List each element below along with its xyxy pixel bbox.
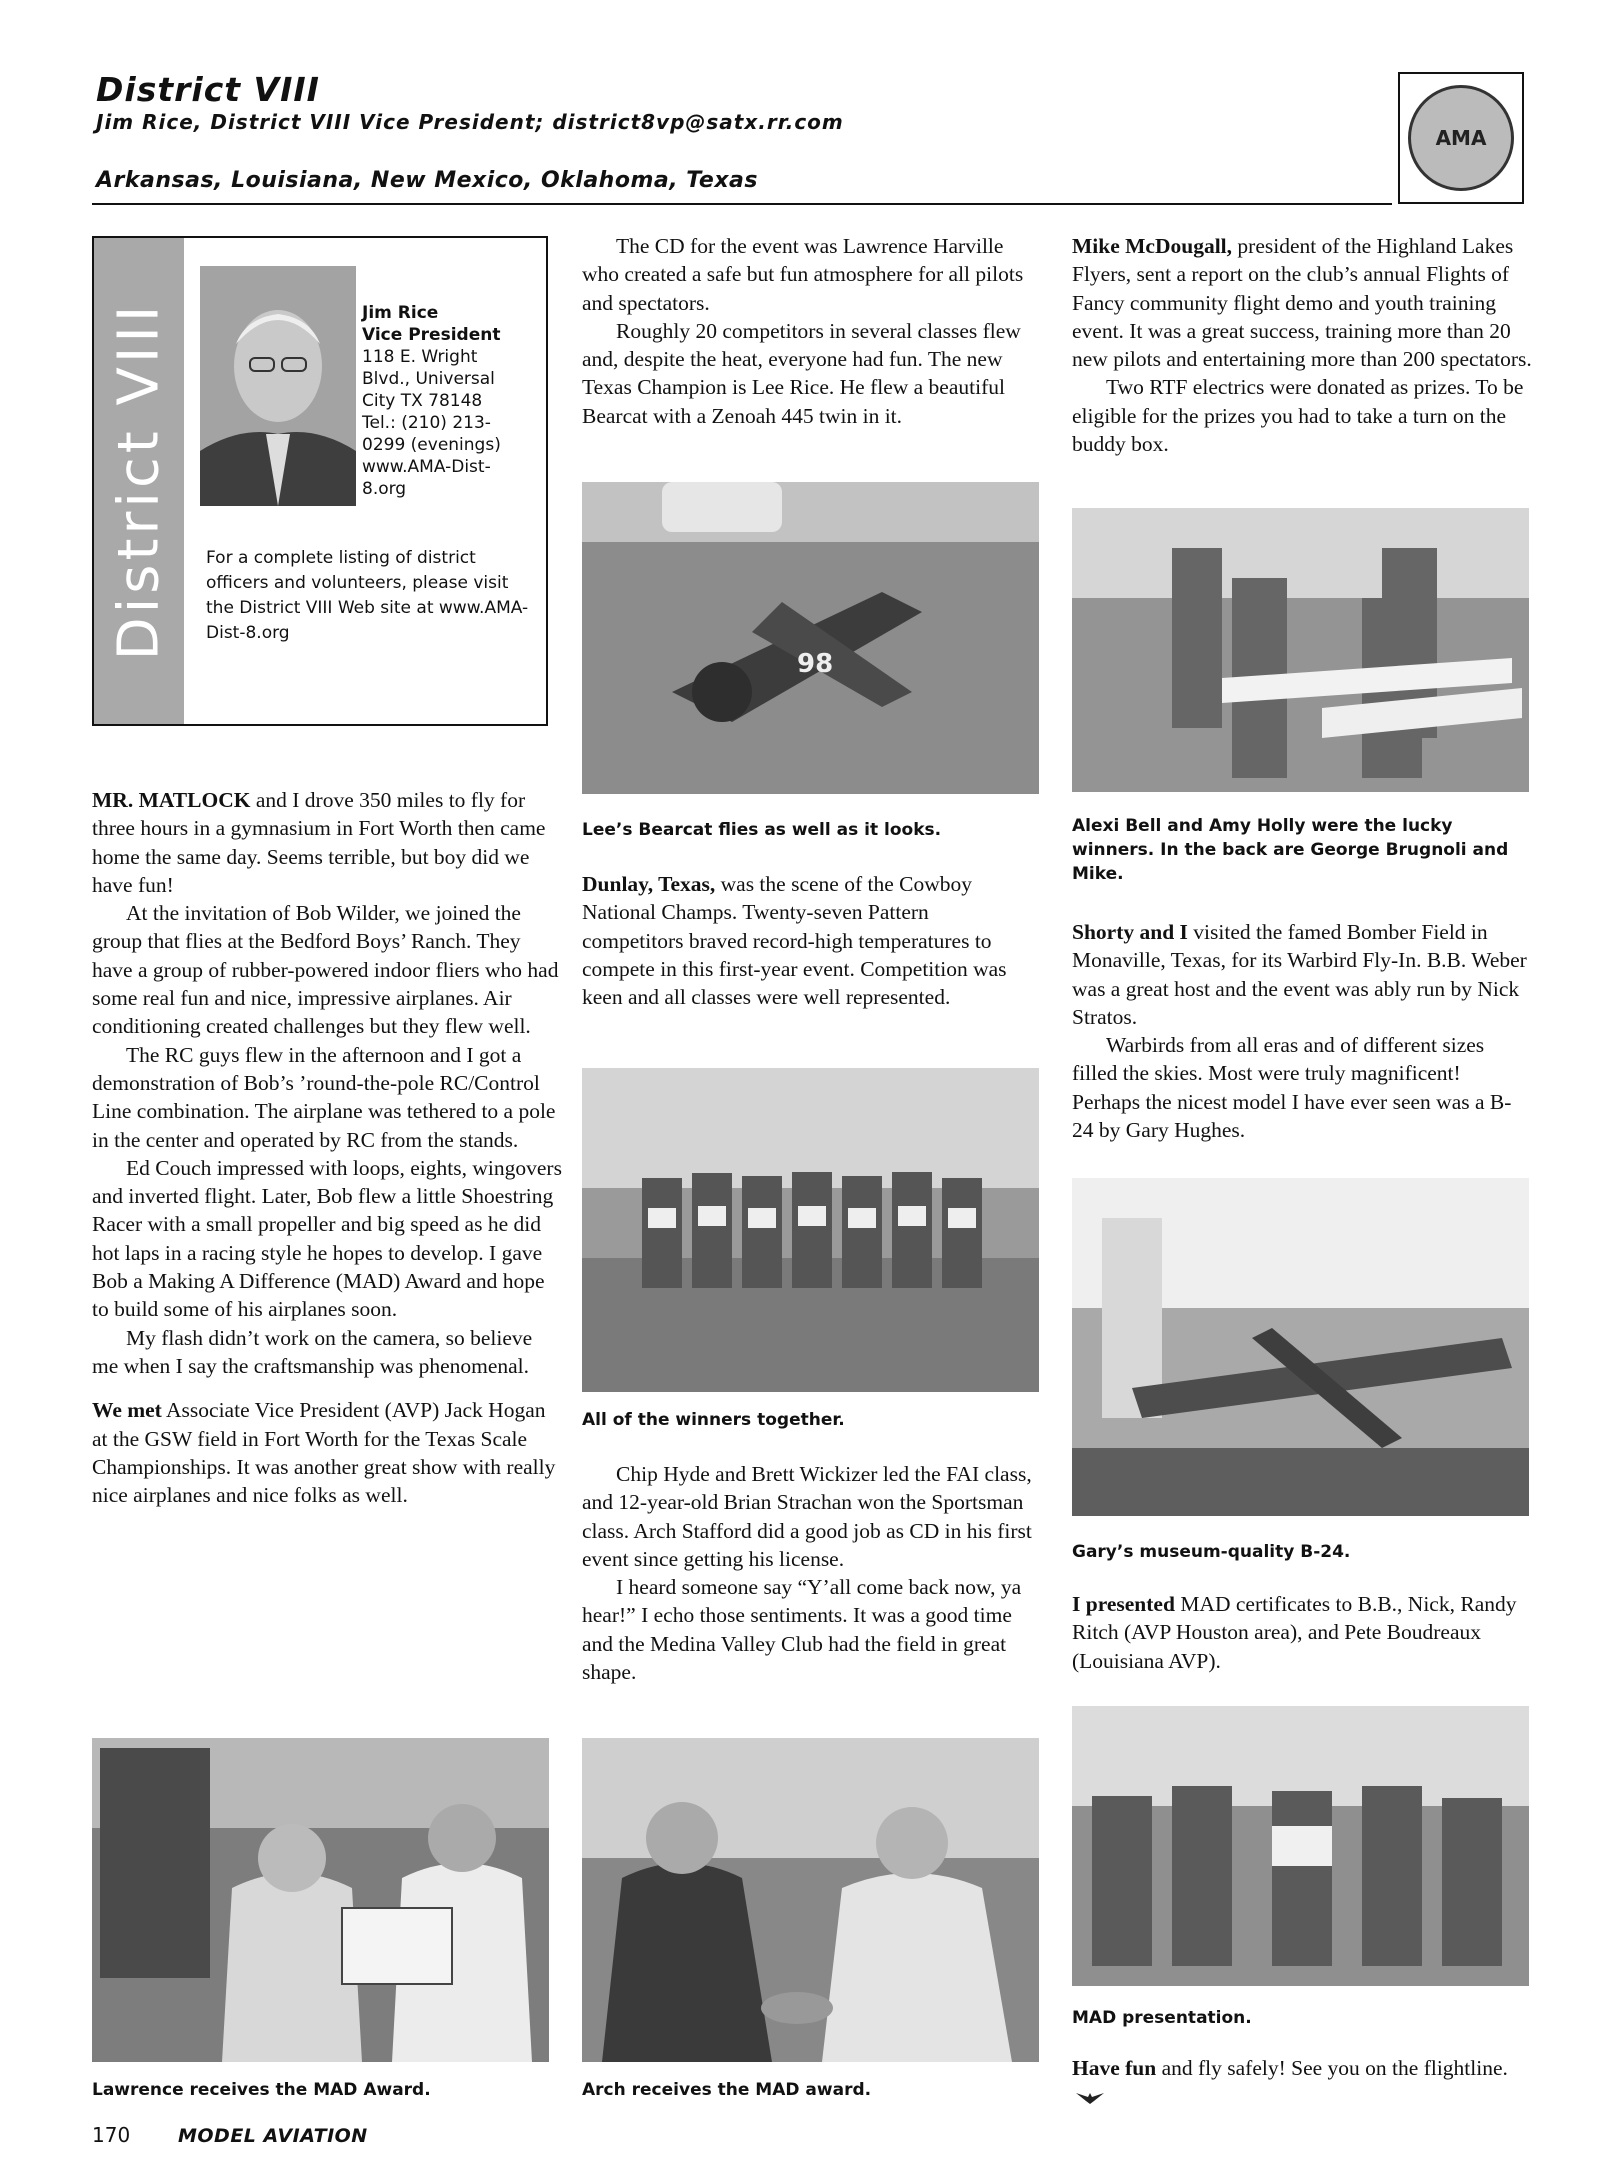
paragraph: My flash didn’t work on the camera, so believe me when I say the craftsmanship was phenomenal. [92, 1325, 533, 1378]
district-band-label: District VIII [106, 301, 172, 661]
photo-caption: Lee’s Bearcat flies as well as it looks. [582, 820, 942, 840]
article-column-3 [1072, 232, 1532, 458]
paragraph: At the invitation of Bob Wilder, we joined the group that flies at the Bedford Boys’ Ranch. They have a group of rubber-powered indoor fliers who had some real fun and nice, impressive airplanes. Air conditioning created challenges but they flew well. [92, 901, 559, 1039]
vp-address-line: 118 E. Wright [362, 347, 478, 367]
photo-b24-model [1072, 1178, 1529, 1516]
section-title: District VIII [96, 70, 320, 109]
vp-role: Vice President [362, 325, 501, 345]
photo-lee-bearcat [582, 482, 1039, 794]
paragraph: I heard someone say “Y’all come back now, ya hear!” I echo those sentiments. It was a good time and the Medina Valley Club had the field in great shape. [582, 1575, 1022, 1685]
header-divider [92, 203, 1392, 205]
photo-caption: All of the winners together. [582, 1410, 845, 1430]
ama-seal-icon: AMA [1408, 85, 1514, 191]
article-column-1 [92, 786, 562, 1509]
lead-in: I presented [1072, 1592, 1175, 1616]
photo-caption: Alexi Bell and Amy Holly were the lucky winners. In the back are George Brugnoli and Mike. [1072, 816, 1509, 884]
vp-phone-line: Tel.: (210) 213- [362, 413, 491, 433]
section-byline: Jim Rice, District VIII Vice President; district8vp@satx.rr.com [96, 110, 844, 134]
article-column-3b [1072, 918, 1532, 1144]
paragraph: Have fun and fly safely! See you on the flightline. [1072, 2054, 1532, 2111]
paragraph: Two RTF electrics were donated as prizes. To be eligible for the prizes you had to take a turn on the buddy box. [1072, 375, 1524, 457]
photo-arch-mad-award [582, 1738, 1039, 2062]
vp-phone-line: 0299 (evenings) [362, 435, 501, 455]
photo-caption: Arch receives the MAD award. [582, 2080, 872, 2100]
district-website-note: For a complete listing of district officers and volunteers, please visit the District VIII Web site at www.AMA-Dist-8.org [206, 548, 529, 643]
photo-caption: MAD presentation. [1072, 2008, 1252, 2028]
ama-wings-end-icon [1076, 2091, 1104, 2105]
svg-text:98: 98 [797, 649, 834, 679]
photo-caption: Gary’s museum-quality B-24. [1072, 1542, 1351, 1562]
lead-in: Dunlay, Texas, [582, 872, 716, 896]
page-number: 170 [92, 2123, 131, 2147]
lead-in: We met [92, 1398, 162, 1423]
paragraph: The RC guys flew in the afternoon and I got a demonstration of Bob’s ’round-the-pole RC/Control Line combination. The airplane was tethered to a pole in the center and operated by RC from the stands. [92, 1042, 556, 1152]
vp-contact-info [362, 302, 542, 500]
paragraph: I presented MAD certificates to B.B., Nick, Randy Ritch (AVP Houston area), and Pete Boudreaux (Louisiana AVP). [1072, 1592, 1517, 1673]
vp-portrait-photo [200, 266, 356, 506]
vp-website-line[interactable]: 8.org [362, 479, 407, 499]
paragraph: Warbirds from all eras and of different sizes filled the skies. Most were truly magnificent! Perhaps the nicest model I have ever seen was a B-24 by Gary Hughes. [1072, 1033, 1512, 1143]
article-column-3c [1072, 1590, 1532, 1675]
district-band [94, 238, 184, 724]
vp-address-line: City TX 78148 [362, 391, 483, 411]
article-column-3d [1072, 2054, 1532, 2111]
lead-in: Have fun [1072, 2056, 1157, 2080]
lead-in: MR. MATLOCK [92, 788, 251, 812]
paragraph: The CD for the event was Lawrence Harville who created a safe but fun atmosphere for all pilots and spectators. [582, 234, 1024, 315]
photo-lucky-winners [1072, 508, 1529, 792]
paragraph: Roughly 20 competitors in several classes flew and, despite the heat, everyone had fun. The new Texas Champion is Lee Rice. He flew a beautiful Bearcat with a Zenoah 445 twin in it. [582, 318, 1021, 428]
vp-name: Jim Rice [362, 303, 439, 323]
paragraph: Dunlay, Texas, was the scene of the Cowboy National Champs. Twenty-seven Pattern competitors braved record-high temperatures to compete in this first-year event. Competition was keen and all classes were well represented. [582, 872, 1007, 1010]
article-column-2 [582, 232, 1032, 430]
photo-winners-group [582, 1068, 1039, 1392]
paragraph: Ed Couch impressed with loops, eights, wingovers and inverted flight. Later, Bob flew a little Shoestring Racer with a small propeller and big speed as he did hot laps in a racing style he hopes to develop. I gave Bob a Making A Difference (MAD) Award and hope to build some of his airplanes soon. [92, 1155, 562, 1322]
article-column-2b [582, 870, 1032, 1011]
article-column-2c [582, 1460, 1032, 1686]
paragraph: Mike McDougall, president of the Highland Lakes Flyers, sent a report on the club’s annual Flights of Fancy community flight demo and youth training event. It was a great success, training more than 20 new pilots and entertaining more than 200 spectators. [1072, 234, 1532, 372]
magazine-name: MODEL AVIATION [178, 2125, 368, 2147]
lead-in: Shorty and I [1072, 920, 1188, 944]
lead-in: Mike McDougall, [1072, 234, 1233, 258]
photo-mad-presentation [1072, 1706, 1529, 1986]
paragraph: Chip Hyde and Brett Wickizer led the FAI class, and 12-year-old Brian Strachan won the Sportsman class. Arch Stafford did a good job as CD in his first event since getting his license. [582, 1462, 1032, 1571]
vp-website-line[interactable]: www.AMA-Dist- [362, 457, 491, 477]
paragraph: MR. MATLOCK and I drove 350 miles to fly for three hours in a gymnasium in Fort Worth then came home the same day. Seems terrible, but boy did we have fun! [92, 788, 546, 897]
vp-address-line: Blvd., Universal [362, 369, 495, 389]
district-logo [1398, 72, 1524, 204]
district-states: Arkansas, Louisiana, New Mexico, Oklahoma, Texas [96, 168, 758, 193]
district-info-box [92, 236, 548, 726]
paragraph: Shorty and I visited the famed Bomber Field in Monaville, Texas, for its Warbird Fly-In. B.B. Weber was a great host and the event was ably run by Nick Stratos. [1072, 920, 1527, 1029]
paragraph: We met Associate Vice President (AVP) Jack Hogan at the GSW field in Fort Worth for the Texas Scale Championships. It was another great show with really nice airplanes and nice folks as well. [92, 1398, 556, 1508]
photo-lawrence-mad-award [92, 1738, 549, 2062]
photo-caption: Lawrence receives the MAD Award. [92, 2080, 431, 2100]
